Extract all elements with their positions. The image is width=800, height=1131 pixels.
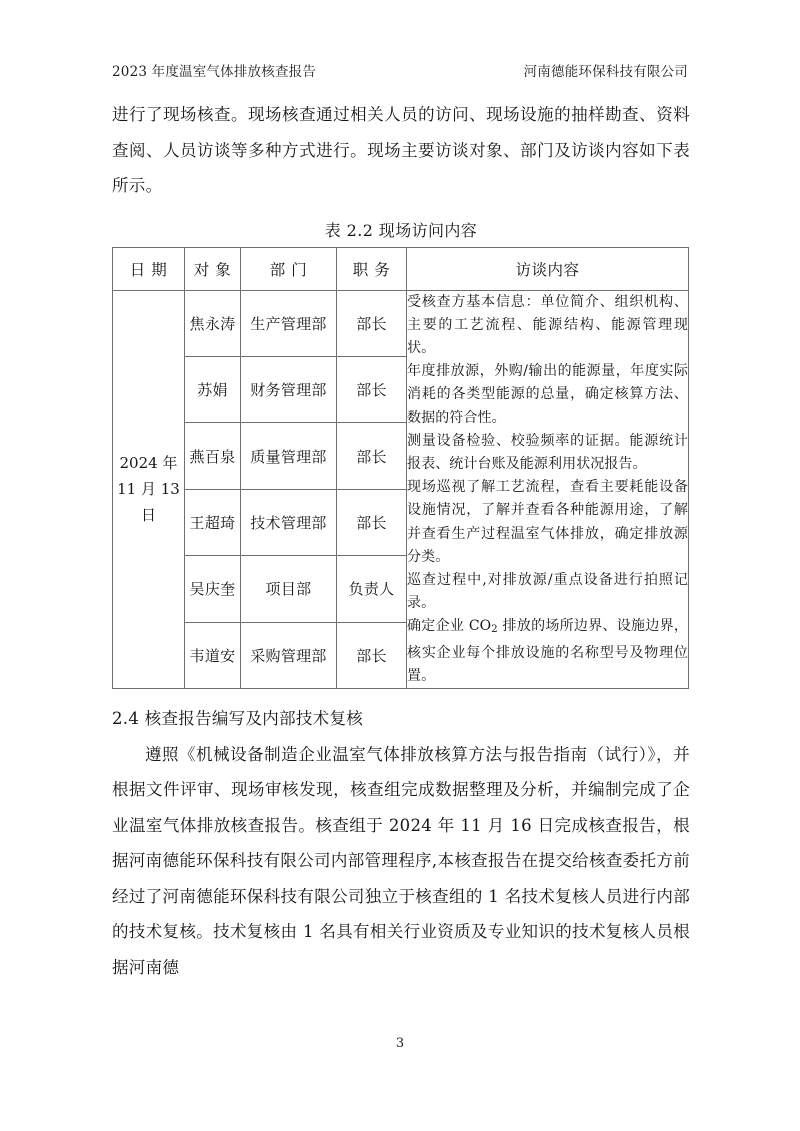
cell-department: 财务管理部	[241, 356, 337, 422]
cell-interview-date	[113, 290, 185, 689]
cell-title: 部长	[337, 356, 407, 422]
interview-content-block-2: 年度排放源，外购/输出的能源量，年度实际消耗的各类型能源的总量，确定核算方法、数据的符合性。	[407, 363, 688, 426]
section-heading-2-4: 2.4 核查报告编写及内部技术复核	[112, 709, 364, 729]
page-number: 3	[395, 1036, 405, 1051]
cell-person: 焦永涛	[185, 290, 241, 356]
table-row	[113, 290, 689, 356]
interview-content-block-5: 巡查过程中,对排放源/重点设备进行拍照记录。	[407, 571, 688, 612]
interview-date-line-1: 2024 年	[119, 454, 178, 473]
cell-department: 质量管理部	[241, 423, 337, 489]
cell-title: 负责人	[337, 556, 407, 622]
cell-person: 吴庆奎	[185, 556, 241, 622]
cell-title: 部长	[337, 290, 407, 356]
column-header-title: 职 务	[337, 247, 407, 290]
cell-person: 韦道安	[185, 622, 241, 688]
column-header-date: 日 期	[113, 247, 185, 290]
interview-content-block-3: 测量设备检验、校验频率的证据。能源统计报表、统计台账及能源利用状况报告。	[407, 432, 688, 472]
cell-department: 生产管理部	[241, 290, 337, 356]
cell-title: 部长	[337, 423, 407, 489]
table-caption: 表 2.2 现场访问内容	[324, 220, 478, 240]
cell-person: 苏娟	[185, 356, 241, 422]
co2-prefix: 确定企业 CO	[407, 618, 492, 635]
co2-suffix: 排放的场所边界、设施边界，核实企业每个排放设施的名称型号及物理位置。	[407, 618, 689, 684]
interview-table	[112, 247, 689, 690]
header-company-name: 河南德能环保科技有限公司	[523, 64, 688, 80]
running-header	[112, 60, 688, 80]
cell-title: 部长	[337, 489, 407, 555]
co2-subscript: 2	[491, 624, 498, 636]
header-report-title: 2023 年度温室气体排放核查报告	[112, 64, 317, 80]
interview-content-block-6	[407, 615, 688, 688]
page-content	[112, 97, 690, 985]
cell-title: 部长	[337, 622, 407, 688]
interview-content-block-4: 现场巡视了解工艺流程，查看主要耗能设备设施情况，了解并查看各种能源用途，了解并查看生产过程温室气体排放，确定排放源分类。	[407, 479, 688, 565]
column-header-person: 对 象	[185, 247, 241, 290]
cell-department: 技术管理部	[241, 489, 337, 555]
cell-department: 项目部	[241, 556, 337, 622]
cell-interview-content	[407, 290, 689, 689]
table-header-row	[113, 247, 689, 290]
cell-department: 采购管理部	[241, 622, 337, 688]
intro-paragraph: 进行了现场核查。现场核查通过相关人员的访问、现场设施的抽样勘查、资料查阅、人员访谈等多种方式进行。现场主要访谈对象、部门及访谈内容如下表所示。	[112, 105, 690, 195]
cell-person: 燕百泉	[185, 423, 241, 489]
interview-date-line-2: 11 月 13 日	[117, 480, 180, 525]
section-paragraph: 遵照《机械设备制造企业温室气体排放核算方法与报告指南（试行）》，并根据文件评审、现场审核发现，核查组完成数据整理及分析，并编制完成了企业温室气体排放核查报告。核查组于 2024 年 11 月 16 日完成核查报告，根据河南德能环保科技有限公司内部管理程序,本核查报告在提交给核查委托方前经过了河南德能环保科技有限公司独立于核查组的 1 名技术复核人员进行内部的技术复核。技术复核由 1 名具有相关行业资质及专业知识的技术复核人员根据河南德	[112, 744, 690, 977]
column-header-department: 部 门	[241, 247, 337, 290]
column-header-content: 访谈内容	[407, 247, 689, 290]
cell-person: 王超琦	[185, 489, 241, 555]
interview-content-block-1: 受核查方基本信息：单位简介、组织机构、主要的工艺流程、能源结构、能源管理现状。	[407, 293, 688, 356]
